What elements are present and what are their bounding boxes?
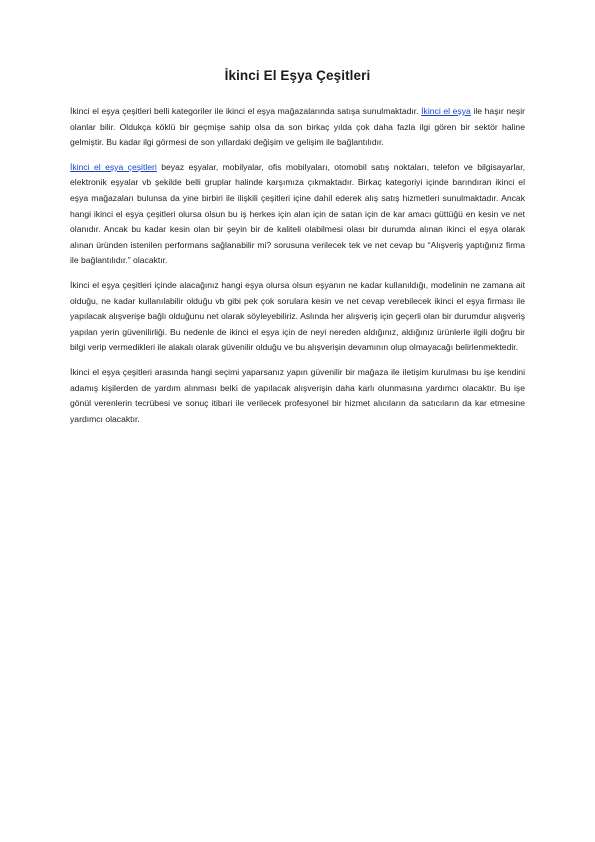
link-ikinci-el-esya[interactable]: İkinci el eşya	[421, 106, 471, 116]
paragraph-3: İkinci el eşya çeşitleri içinde alacağınız hangi eşya olursa olsun eşyanın ne kadar kullanıldığı, modelinin ne zamana ait olduğu, ne kadar kullanılabilir olduğu vb gibi pek çok sorulara kesin ve net cevap verebilecek ikinci el eşya firması ile yapılacak alışverişe bağlı olduğunu net olarak söyleyebiliriz. Aslında her alışveriş için geçerli olan bir durumdur alışveriş yapılan yerin güvenilirliği. Bu nedenle de ikinci el eşya için de neyi nereden aldığınız, aldığınız ürünlerle ilgili doğru bir bilgi verip vermedikleri ile alakalı olarak güvenilir olduğu ve bu alışverişin devamının olup olmayacağı belirlenmektedir.	[70, 279, 525, 353]
paragraph-2-text-end: beyaz eşyalar, mobilyalar, ofis mobilyaları, otomobil satış noktaları, telefon ve bilgisayarlar, elektronik eşyalar vb şekilde belli gruplar halinde karşımıza çıkmaktadır. Birkaç kategoriyi içinde barındıran ikinci el eşya mağazaları bulunsa da yine birbiri ile ilişkili çeşitleri içine dahil ederek alış satış hizmetleri sunulmaktadır. Ancak hangi ikinci el eşya çeşitleri olursa olsun bu iş herkes için alan için de satan için de kar amacı güttüğü en kesin ve net olanıdır. Ancak bu kadar kesin olan bir şeyin bir de kaliteli olabilmesi olası bir durumda alınan ikinci el eşya olarak alınan üründen istenilen performans sağlanabilir mi? sorusuna verilecek tek ve net cevap bu “Alışveriş yaptığınız firma ile bağlantılıdır.” olacaktır.	[70, 161, 525, 266]
paragraph-4: İkinci el eşya çeşitleri arasında hangi seçimi yaparsanız yapın güvenilir bir mağaza ile iletişim kurulması bu işe kendini adamış kişilerden de yardım alınması belki de yapılacak alışverişin daha karlı olunmasına yardımcı olacaktır. Bu işe gönül verenlerin tecrübesi ve sonuç itibari ile verilecek profesyonel bir hizmet alıcıların da satıcıların da kar etmesine yardımcı olacaktır.	[70, 366, 525, 424]
paragraph-1-text-start: İkinci el eşya çeşitleri belli kategoriler ile ikinci el eşya mağazalarında satışa sunulmaktadır.	[70, 106, 422, 116]
paragraph-2	[70, 160, 525, 269]
paragraph-1	[70, 104, 525, 151]
link-ikinci-el-esya-cesitleri[interactable]: İkinci el eşya çeşitleri	[70, 161, 157, 172]
paragraph-1-text-end: ile haşır neşir olanlar bilir. Oldukça köklü bir geçmişe sahip olsa da son birkaç yılda çok daha fazla ilgi gören bir sektör haline gelmiştir. Bu kadar ilgi görmesi de son yıllardaki değişim ve gelişim ile bağlantılıdır.	[70, 106, 525, 148]
document-page	[70, 68, 525, 436]
document-title: İkinci El Eşya Çeşitleri	[224, 68, 371, 83]
